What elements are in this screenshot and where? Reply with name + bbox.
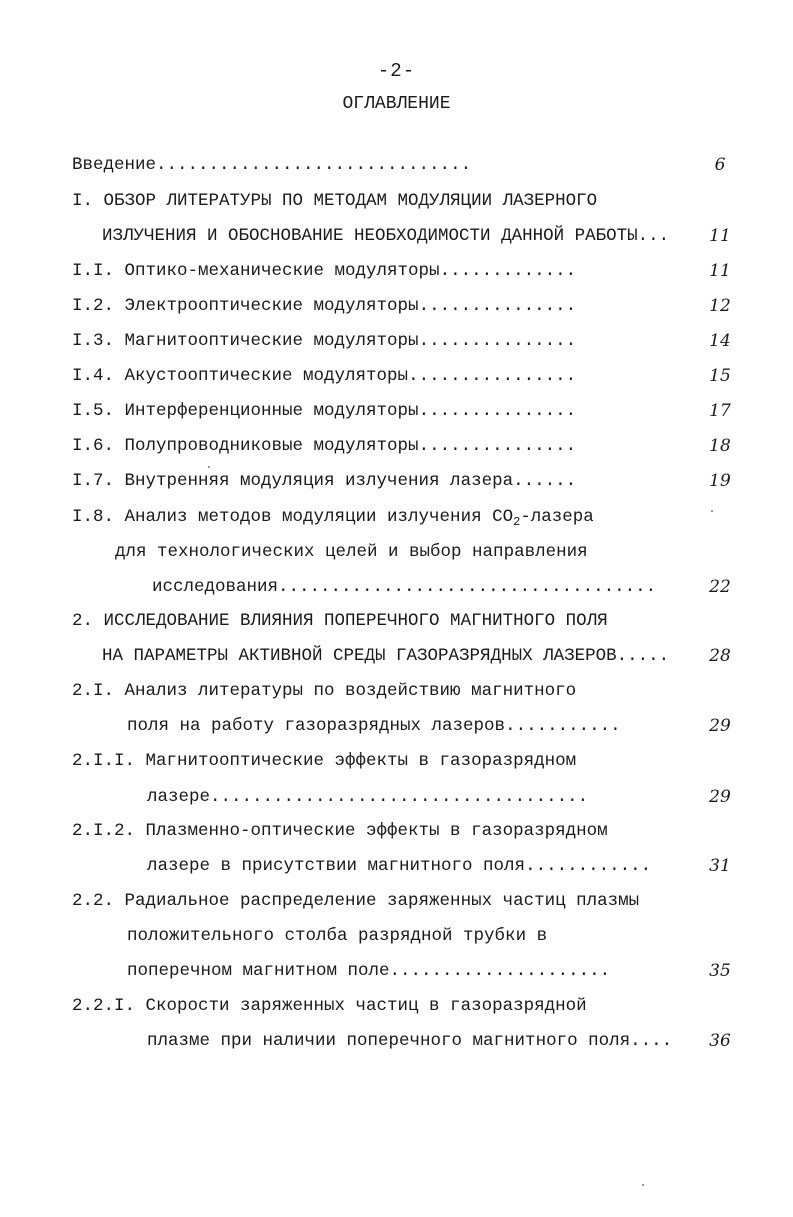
toc-entry-chapter-2 — [72, 609, 608, 633]
toc-page-number: 11 — [709, 226, 731, 246]
toc-entry-title: Введение — [72, 155, 157, 175]
toc-leader-dots: ............... — [418, 331, 577, 351]
toc-entry-1-6 — [72, 434, 576, 458]
toc-entry-title: I.7. Внутренняя модуляция излучения лазера — [72, 471, 514, 491]
toc-entry-2-2-1 — [72, 994, 587, 1018]
toc-entry-title: лазере в присутствии магнитного поля — [147, 856, 526, 876]
toc-entry-title-suffix: -лазера — [520, 507, 594, 527]
toc-leader-dots: .... — [630, 1031, 673, 1051]
toc-entry-title: НА ПАРАМЕТРЫ АКТИВНОЙ СРЕДЫ ГАЗОРАЗРЯДНЫХ ЛАЗЕРОВ — [102, 646, 617, 666]
toc-entry-title: I. ОБЗОР ЛИТЕРАТУРЫ ПО МЕТОДАМ МОДУЛЯЦИИ ЛАЗЕРНОГО — [72, 191, 598, 211]
toc-entry-1-4 — [72, 364, 576, 388]
toc-leader-dots: ............... — [418, 436, 577, 456]
toc-page-number: 28 — [709, 646, 731, 666]
toc-entry-title: 2.2.I. Скорости заряженных частиц в газоразрядной — [72, 996, 587, 1016]
scan-speck — [208, 466, 210, 468]
toc-page-number: 35 — [709, 961, 731, 981]
toc-entry-title: I.2. Электрооптические модуляторы — [72, 296, 419, 316]
toc-leader-dots: ...... — [513, 471, 577, 491]
toc-entry-title: плазме при наличии поперечного магнитного поля — [147, 1031, 631, 1051]
toc-entry-2-1-2 — [72, 819, 608, 843]
toc-entry-1-8-cont — [115, 540, 588, 564]
toc-entry-title: лазере — [147, 787, 211, 807]
toc-leader-dots: .................................... — [210, 787, 589, 807]
toc-entry-1-5 — [72, 399, 576, 423]
toc-entry-1-8-cont — [152, 575, 656, 599]
toc-entry-title: I.5. Интерференционные модуляторы — [72, 401, 419, 421]
subscript-2: 2 — [513, 515, 521, 529]
contents-heading: ОГЛАВЛЕНИЕ — [342, 94, 451, 114]
toc-entry-title: поперечном магнитном поле — [127, 961, 390, 981]
toc-page-number: 14 — [709, 331, 731, 351]
toc-entry-2-1-cont — [127, 714, 621, 738]
toc-entry-2-2 — [72, 889, 639, 913]
toc-entry-2-2-cont — [127, 924, 547, 948]
toc-entry-title: 2.I. Анализ литературы по воздействию магнитного — [72, 681, 577, 701]
toc-entry-2-1-2-cont — [147, 854, 651, 878]
toc-entry-title: 2. ИССЛЕДОВАНИЕ ВЛИЯНИЯ ПОПЕРЕЧНОГО МАГНИТНОГО ПОЛЯ — [72, 611, 608, 631]
toc-entry-1-8 — [72, 505, 594, 529]
toc-leader-dots: ............... — [418, 401, 577, 421]
toc-leader-dots: ..................... — [389, 961, 611, 981]
toc-leader-dots: ............ — [525, 856, 652, 876]
toc-entry-title: для технологических целей и выбор направления — [115, 542, 588, 562]
page-number: -2- — [377, 60, 416, 82]
toc-entry-title: ИЗЛУЧЕНИЯ И ОБОСНОВАНИЕ НЕОБХОДИМОСТИ ДАННОЙ РАБОТЫ — [102, 226, 638, 246]
toc-entry-title: 2.2. Радиальное распределение заряженных частиц плазмы — [72, 891, 640, 911]
toc-leader-dots: .................................... — [278, 577, 657, 597]
toc-entry-title: I.6. Полупроводниковые модуляторы — [72, 436, 419, 456]
toc-entry-2-2-1-cont — [147, 1029, 672, 1053]
toc-entry-chapter-1 — [72, 189, 597, 213]
toc-page-number: 6 — [714, 155, 726, 175]
toc-entry-2-1-1-cont — [147, 785, 588, 809]
toc-page-number: 22 — [709, 577, 731, 597]
toc-page-number: 15 — [709, 366, 731, 386]
toc-entry-title: исследования — [152, 577, 279, 597]
toc-leader-dots: ... — [637, 226, 670, 246]
toc-entry-2-1-1 — [72, 749, 576, 773]
toc-page-number: 29 — [709, 787, 731, 807]
toc-page-number: 12 — [709, 296, 731, 316]
scan-speck — [711, 510, 713, 512]
toc-entry-chapter-1-cont — [102, 224, 669, 248]
toc-entry-1-1 — [72, 259, 576, 283]
toc-leader-dots: .............................. — [156, 155, 472, 175]
toc-entry-title: поля на работу газоразрядных лазеров — [127, 716, 506, 736]
toc-entry-title: I.4. Акустооптические модуляторы — [72, 366, 409, 386]
toc-entry-title: положительного столба разрядной трубки в — [127, 926, 548, 946]
toc-page-number: 29 — [709, 716, 731, 736]
toc-page-number: 19 — [709, 471, 731, 491]
toc-leader-dots: ................ — [408, 366, 577, 386]
toc-leader-dots: ............... — [418, 296, 577, 316]
toc-page-number: 36 — [709, 1031, 731, 1051]
toc-page-number: 11 — [709, 261, 731, 281]
toc-entry-title: 2.I.2. Плазменно-оптические эффекты в газоразрядном — [72, 821, 608, 841]
toc-entry-title: I.8. Анализ методов модуляции излучения CO — [72, 507, 514, 527]
toc-page-number: 31 — [709, 856, 731, 876]
toc-entry-introduction — [72, 153, 471, 177]
toc-leader-dots: ..... — [616, 646, 670, 666]
toc-leader-dots: ............. — [439, 261, 577, 281]
toc-entry-title: I.3. Магнитооптические модуляторы — [72, 331, 419, 351]
toc-entry-chapter-2-cont — [102, 644, 669, 668]
toc-entry-1-7 — [72, 469, 576, 493]
toc-entry-2-2-cont — [127, 959, 610, 983]
toc-entry-1-2 — [72, 294, 576, 318]
toc-entry-2-1 — [72, 679, 576, 703]
toc-leader-dots: ........... — [505, 716, 621, 736]
toc-entry-1-3 — [72, 329, 576, 353]
toc-page-number: 18 — [709, 436, 731, 456]
toc-page-number: 17 — [709, 401, 731, 421]
toc-entry-title: I.I. Оптико-механические модуляторы — [72, 261, 440, 281]
scan-speck — [642, 1184, 644, 1186]
toc-entry-title: 2.I.I. Магнитооптические эффекты в газоразрядном — [72, 751, 577, 771]
